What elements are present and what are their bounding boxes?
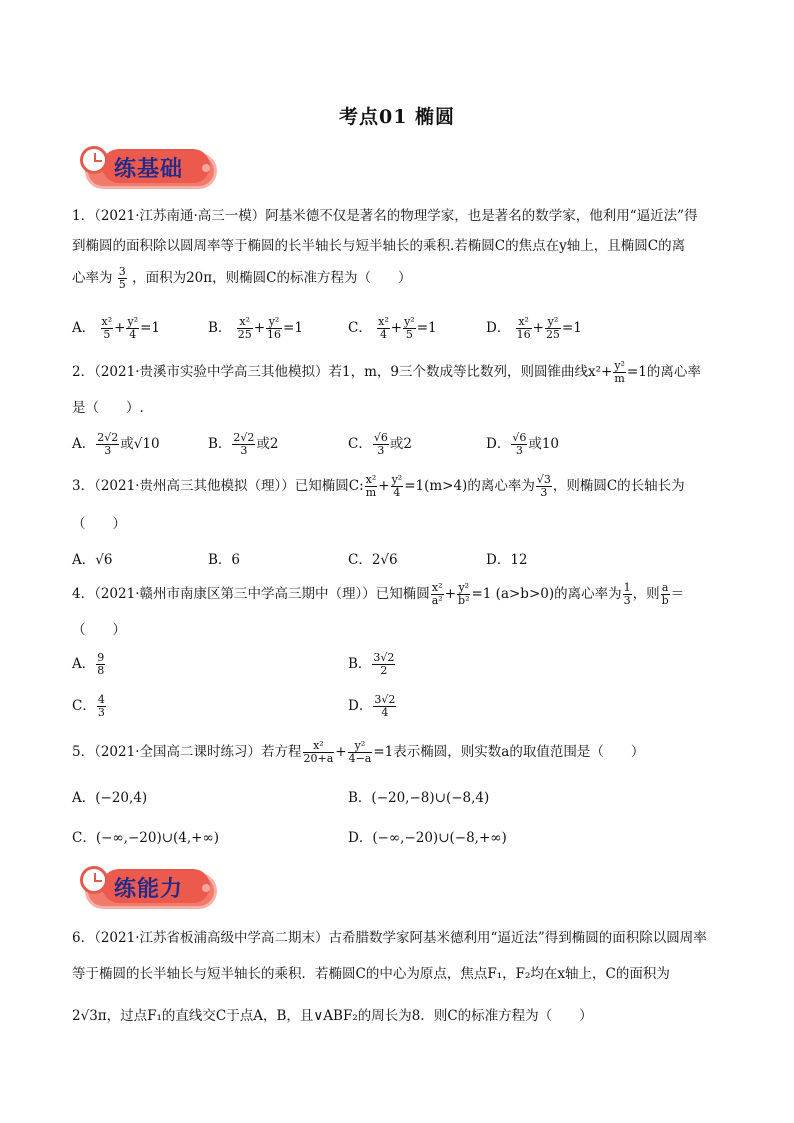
option-value: (−∞,−20)∪(4,+∞) xyxy=(95,830,219,846)
page-title: 考点01 椭圆 xyxy=(338,106,456,128)
q2-line2: 是（ ）. xyxy=(72,400,144,416)
frac-den: 3 xyxy=(97,706,105,719)
option-label: D． xyxy=(348,830,373,846)
fraction xyxy=(126,316,139,341)
frac-den: b xyxy=(661,594,669,607)
q2-option-a[interactable] xyxy=(72,432,160,457)
frac-den: 8 xyxy=(97,664,105,677)
frac-num: 9 xyxy=(97,651,105,664)
frac-den: 25 xyxy=(545,328,560,341)
frac-den: m xyxy=(365,486,377,499)
fraction xyxy=(372,652,395,677)
q2-line1-end: =1的离心率 xyxy=(626,364,701,380)
frac-num: x² xyxy=(516,316,532,329)
option-label: C． xyxy=(348,436,372,452)
frac-den: m xyxy=(614,372,625,385)
frac-den: 4−a xyxy=(348,752,372,765)
fraction xyxy=(536,474,552,499)
frac-den: 5 xyxy=(103,328,111,341)
frac-den: 3 xyxy=(515,444,523,457)
frac-num: x² xyxy=(303,740,335,753)
q4-line1-start: 4．（2021·赣州市南康区第三中学高三期中（理））已知椭圆 xyxy=(72,586,430,602)
frac-num: √6 xyxy=(373,431,388,444)
option-rest: 或2 xyxy=(389,436,412,452)
frac-num: √6 xyxy=(512,431,527,444)
frac-num: y² xyxy=(391,473,403,486)
q1-eccentricity xyxy=(118,266,127,291)
q4-line1-then: ，则 xyxy=(632,586,660,602)
frac-num: 2√2 xyxy=(233,431,255,444)
q4-option-c[interactable] xyxy=(72,694,107,719)
option-label: D． xyxy=(486,552,511,568)
fraction xyxy=(403,316,416,341)
option-label: B． xyxy=(208,320,232,336)
option-label: A． xyxy=(72,436,96,452)
frac-den: 5 xyxy=(405,328,413,341)
q1-line1: 1．（2021·江苏南通·高三一模）阿基米德不仅是著名的物理学家，也是著名的数学家，他利用“逼近法”得 xyxy=(72,208,698,224)
frac-den: a² xyxy=(431,594,443,607)
section-badge-ability xyxy=(80,866,220,910)
clock-icon xyxy=(80,866,108,894)
equation-rhs: =1 xyxy=(283,320,303,336)
q4-line1-mid: =1 (a>b>0)的离心率为 xyxy=(471,586,622,602)
q4-option-a[interactable] xyxy=(72,652,106,677)
frac-den: 4 xyxy=(381,706,389,719)
q4-line2: （ ） xyxy=(72,622,126,638)
q2-line1 xyxy=(72,360,701,385)
fraction xyxy=(373,694,396,719)
q1-line3 xyxy=(72,266,411,291)
q6-line3: 2√3π，过点F₁的直线交C于点A，B，且∨ABF₂的周长为8．则C的标准方程为（ ） xyxy=(72,1008,593,1024)
fraction xyxy=(613,360,626,385)
frac-den: 3 xyxy=(623,594,631,607)
q6-line2: 等于椭圆的长半轴长与短半轴长的乘积．若椭圆C的中心为原点，焦点F₁，F₂均在x轴上，C的面积为 xyxy=(72,966,670,982)
option-label: B． xyxy=(348,790,372,806)
fraction xyxy=(237,316,253,341)
equation-rhs: =1 xyxy=(416,320,437,336)
option-label: B． xyxy=(348,656,372,672)
frac-den: 3 xyxy=(540,486,548,499)
q5-option-a[interactable] xyxy=(72,786,147,806)
q2-option-d[interactable] xyxy=(486,432,559,457)
frac-num: y² xyxy=(545,316,561,329)
q3-option-c[interactable] xyxy=(348,548,398,568)
section-title-basic: 练基础 xyxy=(114,157,184,182)
fraction xyxy=(97,694,106,719)
option-label: A． xyxy=(72,656,96,672)
fraction xyxy=(511,432,527,457)
frac-num: y² xyxy=(614,359,625,372)
frac-den: 4 xyxy=(379,328,387,341)
q5-line1: 5．（2021·全国高二课时练习）若方程 $\frac{\text{x²}}{20+a}$ + $\frac{\text{y²}}{4-a}$ =1表示椭圆，则实数a的取值范围是（ ） xyxy=(72,739,645,765)
frac-den: 16 xyxy=(267,328,282,341)
frac-num: 3 xyxy=(118,265,126,278)
option-label: A． xyxy=(72,790,96,806)
frac-num: y² xyxy=(458,581,470,594)
q4-option-d[interactable] xyxy=(348,694,397,719)
q3-option-a[interactable] xyxy=(72,548,112,568)
option-value: 2√6 xyxy=(371,552,398,568)
q4-line1-end: ＝ xyxy=(670,586,685,602)
frac-num: x² xyxy=(237,316,253,329)
fraction xyxy=(96,652,105,677)
frac-num: 1 xyxy=(623,581,631,594)
frac-den: 3 xyxy=(104,444,112,457)
option-rest: 或2 xyxy=(256,436,279,452)
frac-den: 4 xyxy=(129,328,137,341)
frac-den: 5 xyxy=(118,278,126,291)
q1-line3-start: 心率为 xyxy=(72,270,113,286)
option-label: C． xyxy=(72,698,96,714)
frac-den: 25 xyxy=(237,328,252,341)
frac-den: b² xyxy=(458,594,470,607)
q5-line1-start: 5．（2021·全国高二课时练习）若方程 xyxy=(72,744,302,760)
q3-option-d[interactable] xyxy=(486,548,528,568)
q2-option-c[interactable] xyxy=(348,432,412,457)
frac-num: y² xyxy=(348,740,373,753)
q4-option-b[interactable] xyxy=(348,652,396,677)
frac-num: x² xyxy=(365,473,377,486)
option-label: B． xyxy=(208,552,232,568)
option-label: C． xyxy=(72,830,96,846)
q2-option-b[interactable] xyxy=(208,432,279,457)
fraction xyxy=(377,316,390,341)
decor-dot xyxy=(202,884,210,892)
q3-line1-mid: =1(m>4)的离心率为 xyxy=(404,478,535,494)
fraction xyxy=(457,582,470,607)
q2-line1-start: 2．（2021·贵溪市实验中学高三其他模拟）若1，m，9三个数成等比数列，则圆锥曲线x²+ xyxy=(72,364,613,380)
q3-option-b[interactable] xyxy=(208,548,240,568)
fraction xyxy=(365,474,378,499)
option-label: C． xyxy=(348,552,372,568)
section-title-ability: 练能力 xyxy=(114,877,184,902)
fraction xyxy=(516,316,532,341)
frac-den: 3 xyxy=(240,444,248,457)
option-label: A． xyxy=(72,552,96,568)
option-value: √6 xyxy=(95,552,113,568)
section-badge-basic xyxy=(80,146,220,190)
frac-num: x² xyxy=(431,581,443,594)
option-label: D． xyxy=(486,320,511,336)
frac-num: y² xyxy=(266,316,282,329)
option-value: 12 xyxy=(510,552,528,568)
fraction xyxy=(431,582,444,607)
q6-line1: 6．（2021·江苏省板浦高级中学高二期末）古希腊数学家阿基米德利用“逼近法”得到椭圆的面积除以圆周率 xyxy=(72,930,707,946)
frac-num: y² xyxy=(404,315,415,328)
q1-option-c[interactable]: C． $\frac{\text{x²}}{4}$ + $\frac{\text{y²}}{5}$ =1 xyxy=(348,315,437,341)
fraction xyxy=(348,740,373,765)
option-label: B． xyxy=(208,436,232,452)
frac-num: x² xyxy=(378,315,389,328)
option-value: (−20,−8)∪(−8,4) xyxy=(371,790,490,806)
q1-option-a[interactable]: A． $\frac{\text{x²}}{5}$ + $\frac{\text{y²}}{4}$ =1 xyxy=(72,315,161,341)
frac-num: 3√2 xyxy=(374,693,396,706)
fraction xyxy=(303,740,335,765)
q1-option-d[interactable]: D． $\frac{\text{x²}}{16}$ + $\frac{\text{y²}}{25}$ =1 xyxy=(486,315,582,341)
frac-num: x² xyxy=(101,315,113,328)
frac-num: y² xyxy=(127,315,139,328)
option-value: (−20,4) xyxy=(95,790,148,806)
frac-den: 16 xyxy=(516,328,531,341)
frac-num: a xyxy=(661,581,669,594)
frac-den: 20+a xyxy=(303,752,334,765)
q5-option-b[interactable] xyxy=(348,786,489,806)
decor-dot xyxy=(202,164,210,172)
frac-den: 3 xyxy=(377,444,385,457)
fraction xyxy=(101,316,114,341)
fraction xyxy=(232,432,255,457)
option-label: D． xyxy=(348,698,373,714)
q5-option-c[interactable] xyxy=(72,826,219,846)
q3-line1-start: 3．（2021·贵州高三其他模拟（理））已知椭圆C: xyxy=(72,478,364,494)
option-rest: 或√10 xyxy=(120,436,160,452)
option-rest: 或10 xyxy=(528,436,560,452)
q1-line3-end: ，面积为20π，则椭圆C的标准方程为（ ） xyxy=(132,270,412,286)
q3-line2: （ ） xyxy=(72,516,126,532)
q5-option-d[interactable] xyxy=(348,826,507,846)
fraction xyxy=(266,316,282,341)
frac-den: 4 xyxy=(393,486,401,499)
q1-option-b[interactable]: B． $\frac{\text{x²}}{25}$ + $\frac{\text{y²}}{16}$ =1 xyxy=(208,315,303,341)
option-value: (−∞,−20)∪(−8,+∞) xyxy=(372,830,507,846)
fraction xyxy=(391,474,404,499)
fraction xyxy=(545,316,561,341)
q4-line1: 4．（2021·赣州市南康区第三中学高三期中（理））已知椭圆 $\frac{\text{x²}}{\text{a²}}$ + $\frac{\text{y²}}{\text{b²}}$ =1 (a>b>0)的离心率为 $\frac{1}{3}$ ，则 $\frac{a}{b}$ ＝ xyxy=(72,581,685,607)
q3-line1-end: ，则椭圆C的长轴长为 xyxy=(552,478,685,494)
frac-num: 4 xyxy=(97,693,105,706)
fraction xyxy=(373,432,389,457)
equation-rhs: =1 xyxy=(561,320,582,336)
option-label: C． xyxy=(348,320,372,336)
option-value: 6 xyxy=(231,552,241,568)
frac-num: 3√2 xyxy=(373,651,395,664)
clock-icon xyxy=(80,146,108,174)
q5-line1-end: =1表示椭圆，则实数a的取值范围是（ ） xyxy=(373,744,645,760)
fraction xyxy=(661,582,670,607)
q1-line2: 到椭圆的面积除以圆周率等于椭圆的长半轴长与短半轴长的乘积.若椭圆C的焦点在y轴上，且椭圆C的离 xyxy=(72,238,686,254)
q3-line1: 3．（2021·贵州高三其他模拟（理））已知椭圆C: $\frac{\text{x²}}{m}$ + $\frac{\text{y²}}{4}$ =1(m>4)的离心率为 $\frac{√3}{3}$ ，则椭圆C的长轴长为 xyxy=(72,473,685,499)
frac-den: 2 xyxy=(380,664,388,677)
frac-num: 2√2 xyxy=(97,431,119,444)
frac-num: √3 xyxy=(536,473,551,486)
fraction xyxy=(623,582,632,607)
fraction xyxy=(96,432,119,457)
option-label: A． xyxy=(72,320,96,336)
option-label: D． xyxy=(486,436,511,452)
equation-rhs: =1 xyxy=(140,320,161,336)
